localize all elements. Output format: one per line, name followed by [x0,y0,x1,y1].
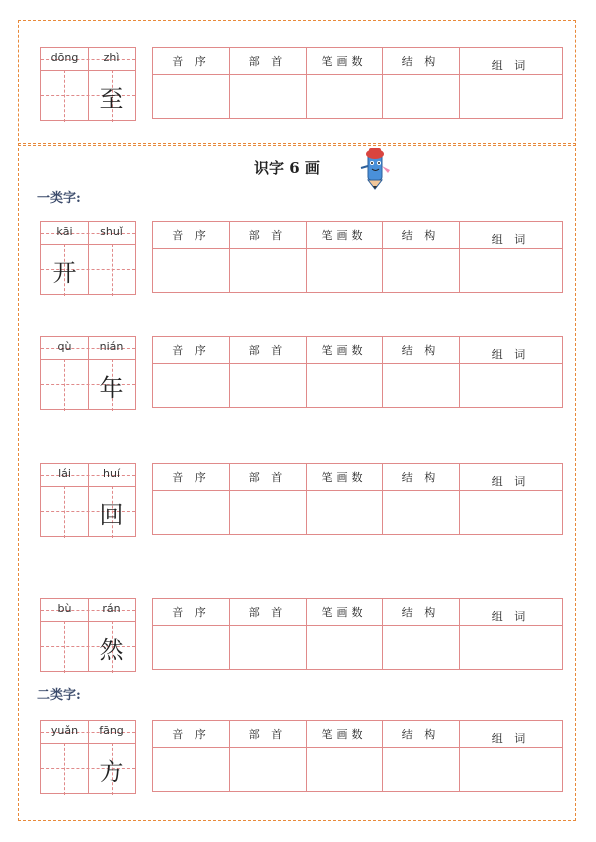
info-header-label: 结 构 [401,471,440,484]
pinyin-left: kāi [56,225,73,238]
info-answer-cell[interactable] [306,491,382,534]
info-answer-cell[interactable] [459,491,562,534]
section-second-class: 二类字: [37,688,81,703]
info-answer-cell[interactable] [229,364,306,407]
pinyin-right: zhì [103,51,120,64]
info-answer-cell[interactable] [229,748,306,791]
info-header-label: 组 词 [491,732,530,745]
grid-guide-v [64,621,65,673]
info-answer-cell[interactable] [459,626,562,669]
info-header-label: 笔画数 [321,606,367,619]
pencil-mascot-icon [355,146,397,190]
info-answer-cell[interactable] [382,626,459,669]
grid-guide-v [112,244,113,296]
info-header-label: 部 首 [248,344,287,357]
info-answer-cell[interactable] [306,364,382,407]
char-grid [40,47,136,121]
pinyin-left: dōng [50,51,79,64]
hanzi-character: 方 [99,758,124,786]
char-info-table [152,598,563,670]
char-grid [40,336,136,410]
info-header-label: 部 首 [248,471,287,484]
info-header-label: 笔画数 [321,55,367,68]
pinyin-right: shuǐ [100,225,123,238]
info-answer-cell[interactable] [459,364,562,407]
info-answer-cell[interactable] [306,748,382,791]
info-header-label: 组 词 [491,610,530,623]
info-answer-cell[interactable] [153,364,229,407]
info-header-label: 部 首 [248,229,287,242]
info-header-label: 结 构 [401,728,440,741]
info-answer-cell[interactable] [229,626,306,669]
info-answer-cell[interactable] [229,75,306,118]
info-answer-cell[interactable] [153,249,229,292]
info-header-label: 笔画数 [321,344,367,357]
info-answer-cell[interactable] [306,626,382,669]
pinyin-right: huí [103,467,120,480]
pinyin-left: qù [57,340,72,353]
info-header-label: 部 首 [248,606,287,619]
info-answer-cell[interactable] [459,748,562,791]
info-header-label: 部 首 [248,55,287,68]
info-header-label: 音 序 [172,606,210,619]
info-answer-cell[interactable] [153,626,229,669]
info-header-label: 结 构 [401,606,440,619]
grid-guide-v [64,70,65,122]
info-header-label: 音 序 [172,229,210,242]
info-answer-cell[interactable] [153,75,229,118]
hanzi-character: 年 [99,374,124,402]
char-grid [40,598,136,672]
info-header-label: 部 首 [248,728,287,741]
char-info-table [152,221,563,293]
hanzi-character: 开 [52,259,77,287]
info-answer-cell[interactable] [229,491,306,534]
info-answer-cell[interactable] [306,75,382,118]
info-header-label: 笔画数 [321,728,367,741]
info-answer-cell[interactable] [459,75,562,118]
grid-guide-v [64,743,65,795]
hanzi-character: 至 [99,85,124,113]
info-header-label: 结 构 [401,344,440,357]
info-header-label: 音 序 [172,344,210,357]
info-answer-cell[interactable] [382,491,459,534]
section-first-class: 一类字: [37,191,81,206]
info-answer-cell[interactable] [306,249,382,292]
char-info-table [152,720,563,792]
info-header-label: 音 序 [172,471,210,484]
info-header-label: 结 构 [401,229,440,242]
info-header-label: 组 词 [491,59,530,72]
info-header-label: 笔画数 [321,229,367,242]
info-answer-cell[interactable] [153,748,229,791]
char-grid [40,720,136,794]
hanzi-character: 然 [99,636,124,664]
info-header-label: 组 词 [491,475,530,488]
info-answer-cell[interactable] [153,491,229,534]
info-answer-cell[interactable] [382,748,459,791]
pinyin-right: rán [102,602,121,615]
info-answer-cell[interactable] [229,249,306,292]
info-header-label: 笔画数 [321,471,367,484]
page-title: 识字 6 画 [254,159,320,177]
pinyin-right: nián [99,340,124,353]
hanzi-character: 回 [99,501,124,529]
char-info-table [152,336,563,408]
char-info-table [152,47,563,119]
char-grid [40,463,136,537]
info-answer-cell[interactable] [382,75,459,118]
info-answer-cell[interactable] [459,249,562,292]
grid-guide-v [64,359,65,411]
info-header-label: 音 序 [172,55,210,68]
pinyin-left: bù [57,602,72,615]
info-header-label: 组 词 [491,348,530,361]
info-header-label: 音 序 [172,728,210,741]
info-answer-cell[interactable] [382,249,459,292]
pinyin-right: fāng [99,724,124,737]
pinyin-left: yuǎn [50,724,79,737]
info-header-label: 结 构 [401,55,440,68]
info-header-label: 组 词 [491,233,530,246]
char-grid [40,221,136,295]
info-answer-cell[interactable] [382,364,459,407]
char-info-table [152,463,563,535]
pinyin-left: lái [58,467,71,480]
grid-guide-v [64,486,65,538]
